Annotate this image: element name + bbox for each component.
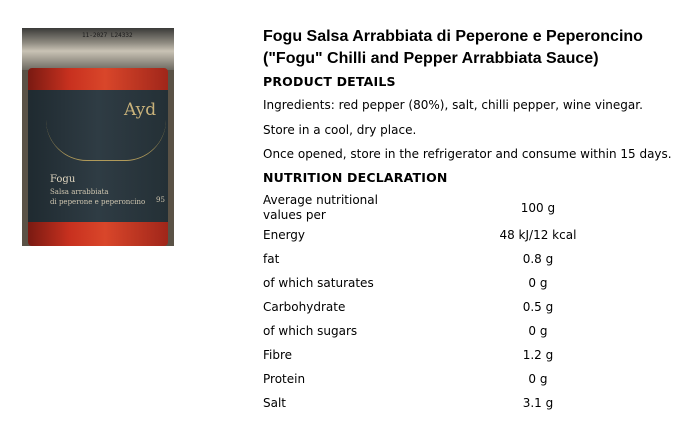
table-row	[263, 247, 663, 271]
nutrient-value: 3.1 g	[522, 396, 554, 410]
nutrition-table	[263, 192, 663, 415]
product-title-english: ("Fogu" Chilli and Pepper Arrabbiata Sauce)	[263, 50, 599, 67]
nutrient-name: fat	[263, 252, 280, 266]
ingredients-text: Ingredients: red pepper (80%), salt, chilli pepper, wine vinegar.	[263, 98, 643, 112]
nutrient-value: 0.8 g	[522, 252, 554, 266]
nutrient-value: 1.2 g	[522, 348, 554, 362]
product-title	[263, 26, 693, 70]
table-row	[263, 295, 663, 319]
table-row	[263, 343, 663, 367]
nutrient-name: Fibre	[263, 348, 293, 362]
label-description-line: Salsa arrabbiata	[50, 188, 109, 196]
table-row	[263, 367, 663, 391]
nutrient-value: 0.5 g	[522, 300, 554, 314]
table-row	[263, 223, 663, 247]
product-image	[22, 28, 174, 246]
nutrient-name: of which sugars	[263, 324, 358, 338]
nutrient-value: 0 g	[528, 324, 548, 338]
table-row	[263, 192, 663, 223]
nutrient-name: Average nutritional values per	[263, 193, 378, 222]
nutrient-name: of which saturates	[263, 276, 374, 290]
nutrient-name: Protein	[263, 372, 306, 386]
table-row	[263, 271, 663, 295]
nutrition-heading: NUTRITION DECLARATION	[263, 170, 448, 185]
nutrient-name: Energy	[263, 228, 306, 242]
lid-batch-code: 11-2027 L24332	[82, 32, 133, 39]
table-row	[263, 391, 663, 415]
jar-lid	[22, 28, 174, 70]
product-title-italian: Fogu Salsa Arrabbiata di Peperone e Peperoncino	[263, 28, 643, 45]
label-weight: 95	[156, 196, 165, 204]
label-brand: Ayd	[124, 100, 157, 120]
jar-label	[28, 90, 168, 222]
label-description-line: di peperone e peperoncino	[50, 198, 146, 206]
nutrient-value: 100 g	[520, 200, 556, 215]
opened-storage-text: Once opened, store in the refrigerator and consume within 15 days.	[263, 147, 672, 161]
table-row	[263, 319, 663, 343]
nutrient-value: 48 kJ/12 kcal	[499, 228, 577, 242]
nutrient-name: Salt	[263, 396, 287, 410]
nutrient-value: 0 g	[528, 276, 548, 290]
nutrient-value: 0 g	[528, 372, 548, 386]
label-swoosh	[46, 120, 166, 161]
label-product-name: Fogu	[50, 174, 76, 185]
nutrient-name: Carbohydrate	[263, 300, 346, 314]
storage-text: Store in a cool, dry place.	[263, 123, 417, 137]
product-details-heading: PRODUCT DETAILS	[263, 74, 396, 89]
